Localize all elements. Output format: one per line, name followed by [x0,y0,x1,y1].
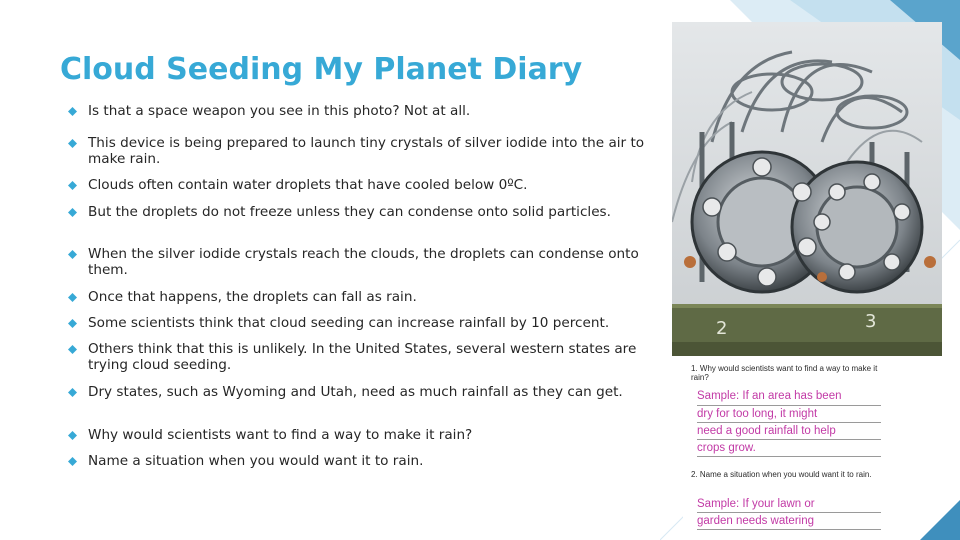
bullet-text: Some scientists think that cloud seeding can increase rainfall by 10 percent. [88,315,610,331]
diamond-bullet-icon [68,345,77,354]
bullet-text: Is that a space weapon you see in this photo? Not at all. [88,103,471,119]
diamond-bullet-icon [68,457,77,466]
answer-rule [697,422,881,423]
device-marking-3: 3 [865,311,877,332]
worksheet-answer-1-line-1: Sample: If an area has been [697,390,842,402]
bullet-text: Others think that this is unlikely. In the United States, several western states are trying cloud seeding. [88,341,637,373]
list-item [68,247,678,278]
diamond-bullet-icon [68,250,77,259]
list-item [68,205,678,221]
list-item [68,316,678,332]
bullet-text: But the droplets do not freeze unless they can condense onto solid particles. [88,204,611,220]
diamond-bullet-icon [68,139,77,148]
bullet-text: Once that happens, the droplets can fall as rain. [88,289,417,305]
diamond-bullet-icon [68,388,77,397]
device-marking-2: 2 [716,318,728,339]
answer-rule [697,456,881,457]
diamond-bullet-icon [68,208,77,217]
worksheet-question-1: 1. Why would scientists want to find a way to make it rain? [691,364,878,382]
list-item [68,104,678,120]
diamond-bullet-icon [68,181,77,190]
answer-rule [697,529,881,530]
diamond-bullet-icon [68,319,77,328]
diamond-bullet-icon [68,107,77,116]
answer-rule [697,405,881,406]
list-item [68,385,678,401]
device-illustration [672,22,942,356]
answer-rule [697,512,881,513]
bullet-text: Why would scientists want to find a way to make it rain? [88,427,473,443]
list-item [68,178,678,194]
bullet-text: Dry states, such as Wyoming and Utah, need as much rainfall as they can get. [88,384,623,400]
list-item [68,428,678,444]
worksheet-question-2: 2. Name a situation when you would want it to rain. [691,470,872,479]
list-item [68,454,678,470]
bullet-text: When the silver iodide crystals reach the clouds, the droplets can condense onto them. [88,246,639,278]
bullet-text: Clouds often contain water droplets that have cooled below 0ºC. [88,177,528,193]
answer-rule [697,439,881,440]
cloud-seeding-device-photo [672,22,942,356]
list-item [68,290,678,306]
list-item [68,342,678,373]
diamond-bullet-icon [68,431,77,440]
worksheet-answer-2-line-2: garden needs watering [697,515,814,527]
slide-title: Cloud Seeding My Planet Diary [60,52,583,87]
diamond-bullet-icon [68,293,77,302]
worksheet-answer-1-line-4: crops grow. [697,442,756,454]
worksheet-answer-2-line-1: Sample: If your lawn or [697,498,815,510]
worksheet-answer-1-line-2: dry for too long, it might [697,408,818,420]
list-item [68,136,678,167]
bullet-text: This device is being prepared to launch tiny crystals of silver iodide into the air to make rain. [88,135,645,167]
bullet-text: Name a situation when you would want it to rain. [88,453,424,469]
worksheet-answers [683,356,893,536]
worksheet-answer-1-line-3: need a good rainfall to help [697,425,836,437]
